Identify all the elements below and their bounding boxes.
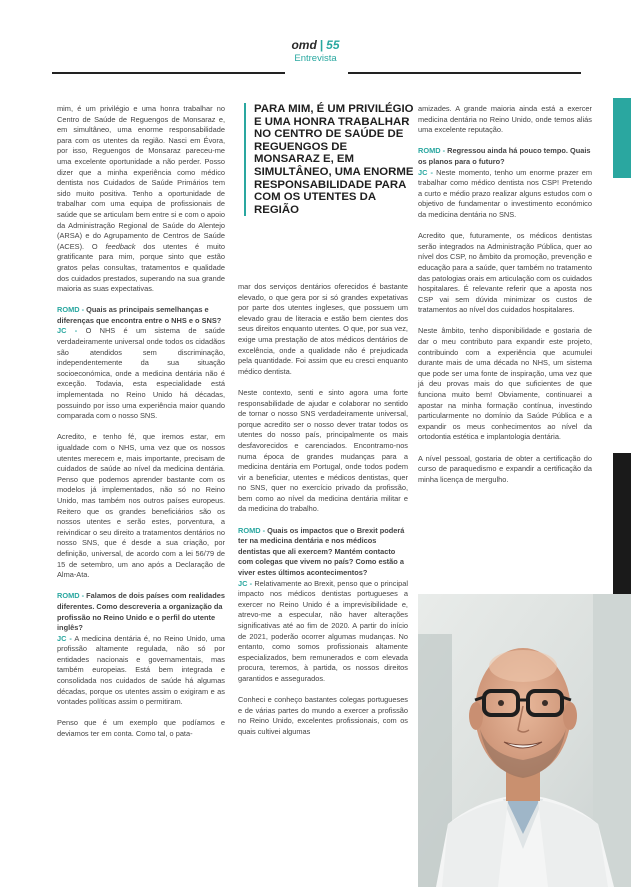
header-rule-right (348, 72, 581, 74)
portrait-illustration (418, 594, 631, 887)
question (57, 305, 225, 326)
paragraph: Acredito, e tenho fé, que iremos estar, em igualdade com o NHS, uma vez que os nossos utentes merecem e, mais importante, precisam de cuidados de saúde ao nível da medicina dentária. Penso que podemos aprender bastante com os modelos já implementados, não só no Reino Unido, mas também nos outros países europeus. Reitero que os grandes beneficiários são os nossos utentes e serão estes, porventura, a reivindicar o seu direito a tratamentos dentários no nosso SNS, que é desde a sua criação, por definição, universal, de acordo com a lei 56/79 de 15 de setembro, um ano após a Declaração de Alma-Ata. (57, 432, 225, 580)
answer (57, 326, 225, 421)
question (238, 526, 408, 579)
article-column-1 (57, 104, 225, 750)
question (57, 591, 225, 633)
question-tag: ROMD - (57, 305, 85, 315)
page-header (0, 38, 631, 64)
answer-text: O NHS é um sistema de saúde verdadeiramente universal onde todos os cidadãos são atendidos sem discriminação, independentemente da sua situação socioeconómica, onde a medicina dentária não é exceção. Todavia, esta especialidade está implementada no Reino Unido há décadas, possuindo por isso uma experiência maior quando comparada com o nosso SNS. (57, 326, 226, 421)
answer (57, 634, 225, 708)
header-line (0, 38, 631, 52)
question-tag: ROMD - (418, 146, 446, 156)
emphasis-text: feedback (105, 241, 136, 251)
answer (418, 168, 592, 221)
paragraph-text: mim, é um privilégio e uma honra trabalhar no Centro de Saúde de Reguengos de Monsaraz e, em simultâneo, uma enorme responsabilidade para com os utentes da região. Nasci em Évora, por isso, Reguengos de Monsaraz pareceu-me uma excelente oportunidade a não perder. Posso dizer que a minha experiência como médico dentista nos Cuidados de Saúde Primários tem sido muito positiva. Tenho a oportunidade de trabalhar com uma equipa de profissionais de saúde que se articulam bem entre si e com o apoio da Administração Regional de Saúde do Alentejo (ARSA) e do Agrupamento de Centros de Saúde (ACES). O (57, 104, 225, 251)
portrait-photo (418, 594, 631, 887)
answer-text: Relativamente ao Brexit, penso que o principal impacto nos médicos dentistas portugueses a exercer no Reino Unido é a imprevisibilidade e, atrevo-me a especular, não haver alterações significativas até ao fim de 2020. A partir do início de 2021, poderão ocorrer algumas mudanças. No entanto, como somos profissionais altamente especializados, bem remunerados e com elevada procura, teremos, à partida, os nossos direitos garantidos e assegurados. (238, 578, 408, 683)
article-column-3 (418, 104, 592, 496)
paragraph: Conheci e conheço bastantes colegas portugueses e de várias partes do mundo a exercer a profissão no Reino Unido, excelentes profissionais, com os quais cultivei algumas (238, 695, 408, 736)
question-text: Falamos de dois países com realidades diferentes. Como descreveria a organização da profissão no Reino Unido e o perfil do utente inglês? (57, 591, 226, 633)
section-name: Entrevista (294, 53, 337, 64)
answer-tag: JC - (57, 326, 78, 336)
paragraph (57, 104, 225, 295)
header-separator: | (319, 38, 324, 52)
paragraph: amizades. A grande maioria ainda está a exercer medicina dentária no Reino Unido, onde temos aliás uma excelente reputação. (418, 104, 592, 135)
answer-tag: JC - (418, 167, 434, 177)
question-tag: ROMD - (57, 591, 85, 601)
question-text: Quais os impactos que o Brexit poderá ter na medicina dentária e nos médicos dentistas que ali exercem? Mantém contacto com colegas que vivem no país? Como estão a viver estes últimos acontecimentos? (238, 525, 405, 578)
paragraph-text: dos utentes é muito gratificante para mim, porque sinto que estão gratos pelas consultas, tratamentos e qualidade dos cuidados prestados, superando na sua grande maioria as suas expectativas. (57, 241, 225, 294)
paragraph: Penso que é um exemplo que podíamos e deviamos ter em conta. Como tal, o pata- (57, 718, 225, 739)
pull-quote: PARA MIM, É UM PRIVILÉGIO E UMA HONRA TRABALHAR NO CENTRO DE SAÚDE DE REGUENGOS DE MONSARAZ E, EM SIMULTÂNEO, UMA ENORME RESPONSABILIDADE PARA COM OS UTENTES DA REGIÃO (244, 103, 414, 216)
paragraph: Neste contexto, senti e sinto agora uma forte responsabilidade de ajudar e colaborar no sentido de tornar o nosso SNS verdadeiramente universal, porque acredito ser o nosso dever tratar todos os utentes do nosso país, principalmente os mais desfavorecidos e carenciados. Encontramo-nos numa época de grandes mudanças para a medicina dentária em Portugal, onde todos podem vir a beneficiar, utentes e médicos dentistas, quer no SNS, quer no exercício privado da profissão, bem como ao nível da medicina dentária militar e da medicina do trabalho. (238, 387, 408, 514)
paragraph: mar dos serviços dentários oferecidos é bastante elevado, o que gera por si só grandes expetativas por parte dos utentes ingleses, que possuem um elevado grau de literacia e estão bem cientes dos seus direitos enquanto utentes. O que, por sua vez, exige uma prestação de atos médicos dentários de excelência, onde a qualidade não é prejudicada pela quantidade. Foi assim que eu cresci enquanto médico dentista. (238, 282, 408, 376)
question-text: Regressou ainda há pouco tempo. Quais os planos para o futuro? (418, 146, 591, 166)
answer-tag: JC - (238, 578, 253, 588)
question-text: Quais as principais semelhanças e diferenças que encontra entre o NHS e o SNS? (57, 305, 222, 325)
article-column-2 (238, 282, 408, 748)
page-number: 55 (326, 38, 340, 52)
answer-text: A medicina dentária é, no Reino Unido, uma profissão altamente regulada, não só por entidades nacionais e governamentais, mas também europeias. Está bem integrada e consolidada nos cuidados de saúde há algumas décadas, porque os utentes assim o exigiram e as vontades políticas assim o permitiram. (57, 633, 225, 707)
magazine-name: omd (291, 38, 317, 52)
paragraph: Neste âmbito, tenho disponibilidade e gostaria de dar o meu contributo para expandir este projeto, contribuindo com a experiência que acumulei durante mais de uma década no NHS, um sistema que pode ser uma fonte de inspiração, uma vez que já deu provas mais do que suficientes de que funciona muito bem! Obviamente, continuarei a apostar na minha formação contínua, investindo particularmente no domínio da Saúde Pública e a expandir os meus conhecimentos ao nível da ortodontia estética e implantologia dentária. (418, 326, 592, 442)
answer-tag: JC - (57, 633, 72, 643)
question (418, 146, 592, 167)
answer (238, 579, 408, 685)
answer-text: Neste momento, tenho um enorme prazer em trabalhar como médico dentista nos CSP! Pretendo a curto e médio prazo realizar alguns estudos com o objetivo de fundamentar o investimento económico da medicina dentária no SNS. (418, 167, 592, 219)
paragraph: A nível pessoal, gostaria de obter a certificação do curso de paraquedismo e expandir a certificação da minha licença de mergulho. (418, 453, 592, 484)
teal-edge-tab (613, 98, 631, 178)
question-tag: ROMD - (238, 525, 266, 535)
paragraph: Acredito que, futuramente, os médicos dentistas serão integrados na Administração Pública, quer ao nível dos CSP, no âmbito da promoção, prevenção e educação para a saúde, quer também no tratamento das patologias orais em articulação com os cuidados hospitalares. É relevante referir que a aposta nos CSP vai sem dúvida minimizar os custos de tratamentos ao nível dos cuidados hospitalares. (418, 231, 592, 315)
header-rule-left (52, 72, 285, 74)
